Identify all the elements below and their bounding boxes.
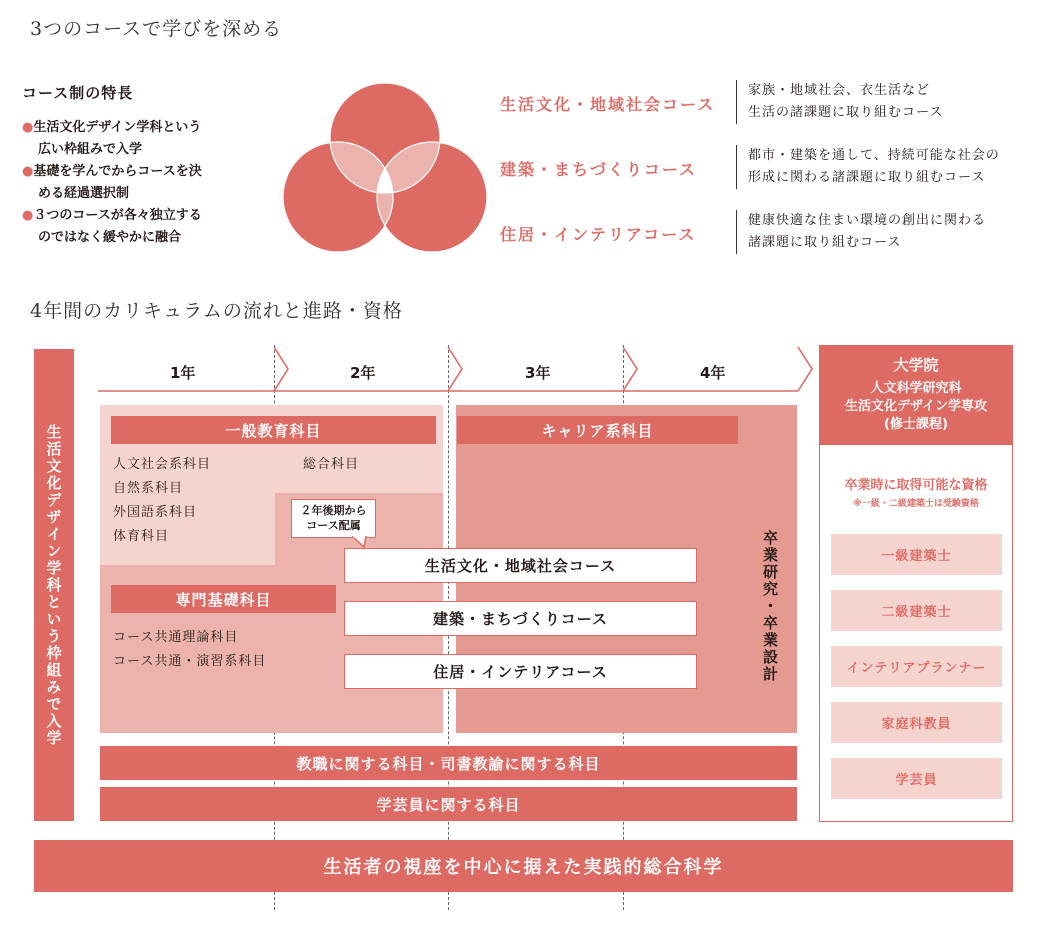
basic-list: コース共通理論科目 コース共通・演習系科目 bbox=[113, 630, 267, 669]
course-desc-housing: 健康快適な住まい環境の創出に関わる 諸課題に取り組むコース bbox=[736, 210, 986, 254]
section-heading-courses: 3つのコースで学びを深める bbox=[30, 18, 283, 40]
bullet-icon: ● bbox=[22, 120, 34, 135]
feature-item: ●３つのコースが各々独立する のではなく緩やかに融合 bbox=[22, 208, 202, 245]
graduate-line1: 人文科学研究科 bbox=[870, 381, 962, 396]
course-name-architecture: 建築・まちづくりコース bbox=[500, 160, 698, 179]
course-box-architecture: 建築・まちづくりコース bbox=[344, 601, 697, 636]
year-label-1: 1年 bbox=[170, 364, 196, 382]
venn-diagram bbox=[280, 80, 490, 255]
graduate-line2: 生活文化デザイン学専攻 bbox=[844, 399, 988, 414]
general-ed-title: 一般教育科目 bbox=[111, 416, 436, 444]
general-ed-extra: 総合科目 bbox=[303, 457, 360, 472]
course-name-housing: 住居・インテリアコース bbox=[500, 225, 697, 244]
features-title: コース制の特長 bbox=[22, 84, 134, 102]
year-label-3: 3年 bbox=[525, 364, 551, 382]
foundation-bar: 生活者の視座を中心に据えた実践的総合科学 bbox=[34, 840, 1013, 892]
year-label-4: 4年 bbox=[700, 364, 726, 382]
assignment-callout: ２年後期から コース配属 bbox=[291, 499, 376, 538]
section-heading-curriculum: 4年間のカリキュラムの流れと進路・資格 bbox=[30, 300, 403, 322]
bullet-icon: ● bbox=[22, 208, 34, 223]
qual-note: ※一級・二級建築士は受験資格 bbox=[853, 499, 979, 509]
course-name-culture: 生活文化・地域社会コース bbox=[500, 95, 716, 114]
bullet-icon: ● bbox=[22, 164, 34, 179]
qual-item: 学芸員 bbox=[831, 758, 1002, 799]
qual-title: 卒業時に取得可能な資格 bbox=[844, 478, 988, 493]
feature-item: ●生活文化デザイン学科という 広い枠組みで入学 bbox=[22, 120, 202, 157]
qual-item: 家庭科教員 bbox=[831, 702, 1002, 743]
qual-item: 一級建築士 bbox=[831, 534, 1002, 575]
graduate-header bbox=[819, 345, 1013, 445]
graduate-line3: (修士課程) bbox=[884, 417, 948, 432]
features-list bbox=[22, 117, 262, 249]
year-label-2: 2年 bbox=[350, 364, 376, 382]
feature-item: ●基礎を学んでからコースを決 める経過選択制 bbox=[22, 164, 202, 201]
general-ed-list: 人文社会系科目 自然系科目 外国語系科目 体育科目 bbox=[113, 457, 212, 544]
graduate-title: 大学院 bbox=[893, 356, 939, 374]
thesis-label: 卒業研究・卒業設計 bbox=[761, 530, 779, 683]
qual-item: インテリアプランナー bbox=[831, 646, 1002, 687]
course-desc-culture: 家族・地域社会、衣生活など 生活の諸課題に取り組むコース bbox=[736, 80, 943, 124]
teaching-subjects-bar: 教職に関する科目・司書教諭に関する科目 bbox=[100, 746, 797, 780]
callout-pointer-icon bbox=[352, 536, 368, 548]
curator-subjects-bar: 学芸員に関する科目 bbox=[100, 787, 797, 821]
course-box-culture: 生活文化・地域社会コース bbox=[344, 548, 697, 583]
qual-item: 二級建築士 bbox=[831, 590, 1002, 631]
course-desc-architecture: 都市・建築を通して、持続可能な社会の 形成に関わる諸課題に取り組むコース bbox=[736, 145, 1000, 189]
course-box-housing: 住居・インテリアコース bbox=[344, 654, 697, 689]
left-entry-bar: 生活文化デザイン学科という枠組みで入学 bbox=[34, 349, 74, 821]
basic-title: 専門基礎科目 bbox=[111, 585, 336, 613]
career-title: キャリア系科目 bbox=[457, 416, 738, 444]
